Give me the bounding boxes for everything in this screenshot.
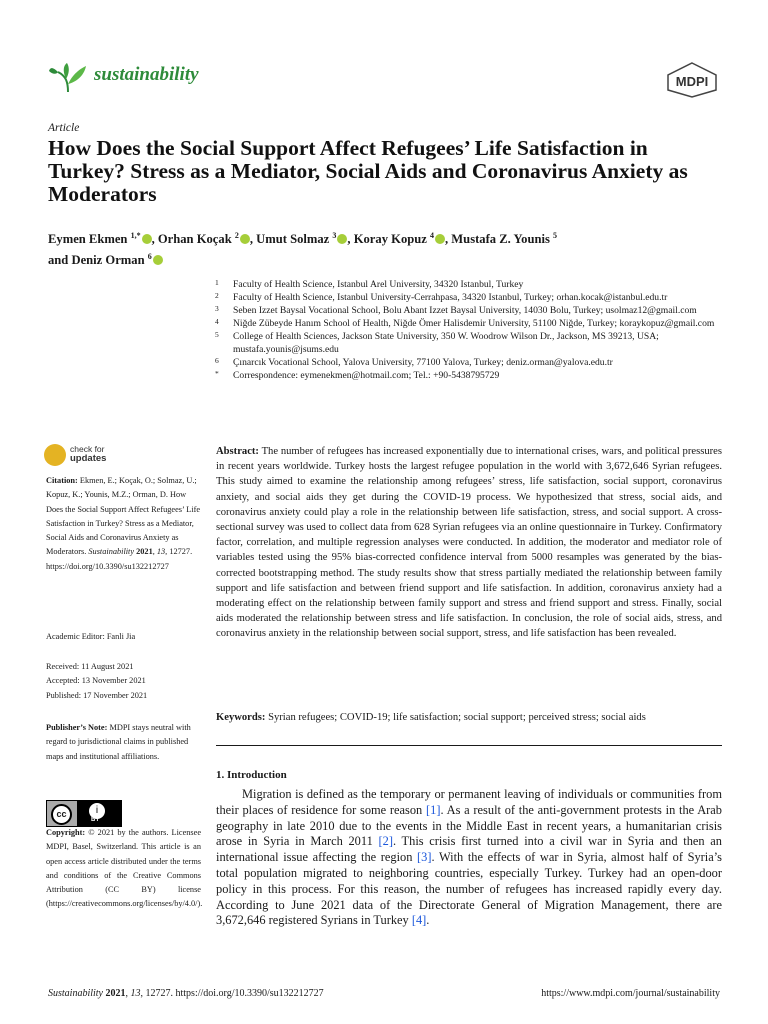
abstract: Abstract: The number of refugees has increased exponentially due to international crises, wars, and political pressures in recent years worldwide. Turkey hosts the largest refugee population in the world with 3,672,646 Syrian refugees. This study aimed to examine the relationship among refugees’ stress, life satisfaction, social support, coronavirus anxiety, and social aids they get during the COVID-19 process. We hypothesized that stress, social aids, and coronavirus anxiety could play a role in the relationship between life satisfaction, stress, and social support. A cross-sectional survey was used to collect data from 628 Syrian refugees via an online questionnaire in Turkey. Confirmatory factor, correlation, and multiple regression analyses were conducted. In addition, the moderator and mediator role of variables tested using the 95% bias-corrected confidence interval from 5000 resamples was generated by the bias-corrected bootstrapping method. The study results show that stress partially mediated the relationship between family support and life satisfaction and between friend support and life satisfaction. In addition, coronavirus anxiety had a moderating effect on the relationship between family support and stress and friend support and stress. Finally, social aids moderated the relationship between stress and life satisfaction. In conclusion, the role of social aids, stress, and coronavirus anxiety in the relationship between social support, stress, and life satisfaction has been revealed. — [216, 446, 722, 640]
orcid-icon[interactable] — [153, 255, 163, 265]
author[interactable]: Eymen Ekmen — [48, 232, 128, 247]
orcid-icon[interactable] — [240, 234, 250, 244]
check-updates-icon — [44, 444, 66, 466]
journal-name: sustainability — [94, 64, 199, 85]
publisher-note: Publisher’s Note: MDPI stays neutral with regard to jurisdictional claims in published maps and institutional affiliations. — [46, 723, 191, 761]
author[interactable]: Umut Solmaz — [256, 232, 330, 247]
correspondence: * Correspondence: eymenekmen@hotmail.com; Tel.: +90-5438795729 — [215, 369, 500, 381]
academic-editor: Academic Editor: Fanli Jia — [46, 632, 136, 641]
reference-link[interactable]: [4] — [411, 913, 427, 928]
author[interactable]: Deniz Orman — [71, 253, 145, 268]
affiliation: 1 Faculty of Health Science, Istanbul Arel University, 34320 Istanbul, Turkey — [215, 278, 524, 290]
page-footer — [48, 988, 720, 999]
author[interactable]: Mustafa Z. Younis — [451, 232, 550, 247]
orcid-icon[interactable] — [435, 234, 445, 244]
check-for-updates-button[interactable]: check for updates — [44, 444, 164, 466]
cc-by-license-badge[interactable]: cc i BY — [46, 800, 122, 827]
affiliation: 3 Seben Izzet Baysal Vocational School, Bolu Abant Izzet Baysal University, 14030 Bolu, Turkey; usolmaz12@gmail.com — [215, 304, 697, 316]
leaf-logo-icon — [48, 62, 88, 94]
footer-citation: Sustainability 2021, 13, 12727. https://doi.org/10.3390/su132212727 — [48, 988, 324, 999]
intro-paragraph: Migration is defined as the temporary or permanent leaving of individuals or communities from their places of residence for some reason [1]. As a result of the anti-government protests in the Arab geography in late 2010 due to the events in the Middle East in recent years, a humanitarian crisis arose in Syria in March 2011 [2]. This crisis first turned into a civil war in Syria and then an international issue affecting the region [3]. With the effects of war in Syria, almost half of Syria’s total population migrated to neighboring countries, especially Turkey. Turkey had an open-door policy in this process. For this reason, the number of refugees has increased rapidly every day. According to June 2021 data of the Directorate General of Migration Management, there are 3,672,646 registered Syrians in Turkey [4]. — [216, 787, 723, 928]
copyright-block: Copyright: © 2021 by the authors. Licensee MDPI, Basel, Switzerland. This article is an open access article distributed under the terms and conditions of the Creative Commons Attribution (CC BY) license (https://creativecommons.org/licenses/by/4.0/). — [46, 828, 203, 909]
citation-block: Citation: Ekmen, E.; Koçak, O.; Solmaz, U.; Kopuz, K.; Younis, M.Z.; Orman, D. How Does the Social Support Affect Refugees’ Life Satisfaction in Turkey? Stress as a Mediator, Social Aids and Coronavirus Anxiety as Moderators. Sustainability 2021, 13, 12727. https://doi.org/10.3390/su132212727 — [46, 476, 201, 571]
mdpi-logo-icon — [666, 62, 718, 98]
dates-block: Received: 11 August 2021 Accepted: 13 November 2021 Published: 17 November 2021 — [46, 662, 148, 700]
author[interactable]: Orhan Koçak — [157, 232, 232, 247]
affiliation: 5 College of Health Sciences, Jackson State University, 350 W. Woodrow Wilson Dr., Jackson, MS 39213, USA; mustafa.younis@jsums.edu — [215, 330, 659, 355]
reference-link[interactable]: [3] — [417, 850, 432, 865]
doi-link[interactable]: , 12727. https://doi.org/10.3390/su132212727 — [46, 547, 193, 571]
orcid-icon[interactable] — [337, 234, 347, 244]
publisher-name: MDPI — [675, 74, 709, 89]
paper-title: How Does the Social Support Affect Refugees’ Life Satisfaction in Turkey? Stress as a Mediator, Social Aids and Coronavirus Anxiety as Moderators — [48, 136, 688, 206]
section-divider — [216, 745, 722, 746]
affiliation: 4 Niğde Zübeyde Hanım School of Health, Niğde Ömer Halisdemir University, 51100 Niğde, Turkey; koraykopuz@gmail.com — [215, 317, 715, 329]
cc-icon: cc — [51, 804, 72, 825]
article-type: Article — [48, 122, 80, 134]
keywords: Keywords: Syrian refugees; COVID-19; life satisfaction; social support; perceived stress; social aids — [216, 712, 646, 723]
affiliation: 6 Çınarcık Vocational School, Yalova University, 77100 Yalova, Turkey; deniz.orman@yalova.edu.tr — [215, 356, 613, 368]
journal-url-link[interactable]: https://www.mdpi.com/journal/sustainability — [541, 988, 720, 999]
attribution-icon: i — [89, 803, 105, 819]
orcid-icon[interactable] — [142, 234, 152, 244]
section-heading: 1. Introduction — [216, 769, 287, 781]
affiliation-list — [210, 278, 730, 382]
reference-link[interactable]: [1] — [426, 802, 441, 817]
author[interactable]: Koray Kopuz — [353, 232, 427, 247]
affiliation: 2 Faculty of Health Science, Istanbul University-Cerrahpasa, 34320 Istanbul, Turkey; orhan.kocak@istanbul.edu.tr — [215, 291, 668, 303]
reference-link[interactable]: [2] — [378, 834, 393, 849]
author-list: Eymen Ekmen $^{1,*}$ , Orhan Koçak $^2$ , Umut Solmaz $^3$ , Koray Kopuz $^4$ , Mustafa Z. Younis $^5$ and Deniz Orman $^6$ — [48, 231, 558, 268]
